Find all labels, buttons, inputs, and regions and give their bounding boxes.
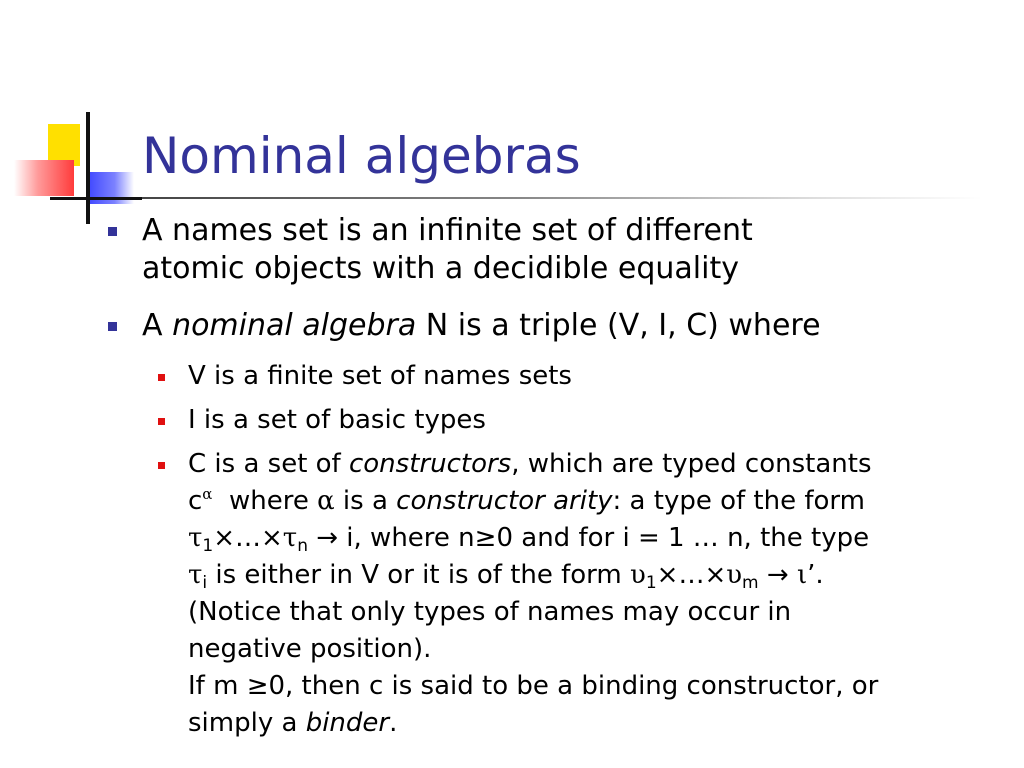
bullet-text-line: atomic objects with a decidible equality [142, 251, 739, 286]
subscript: 1 [202, 536, 214, 556]
text-span: C is a set of [188, 449, 349, 479]
tau-symbol: τ [188, 523, 203, 553]
text-span: If m [188, 671, 247, 701]
text-span: , which are typed constants [511, 449, 872, 479]
arrow-icon: → [307, 523, 347, 553]
alpha-symbol: α [317, 486, 335, 516]
subbullet-i [188, 402, 988, 439]
text-span: 0, then c is said to be a binding constructor, or [268, 671, 879, 701]
subscript: n [297, 536, 308, 556]
iota-symbol: ι [796, 560, 808, 590]
square-bullet-icon [158, 462, 165, 469]
bullet-nominal-algebra [142, 307, 982, 345]
logo-red-bar [14, 160, 74, 196]
square-bullet-icon [108, 227, 117, 236]
geq-symbol: ≥ [474, 523, 497, 553]
square-bullet-icon [108, 322, 117, 331]
subbullet-line [188, 446, 988, 483]
bullet-names-set [142, 212, 982, 288]
logo-horizontal-line [50, 197, 142, 200]
subscript: m [742, 573, 759, 593]
subbullet-line [188, 668, 988, 705]
text-span: ’. [807, 560, 824, 590]
subbullet-line [188, 483, 988, 520]
text-span: A [142, 308, 173, 343]
text-span: : a type of the form [612, 486, 865, 516]
subscript: i [202, 573, 208, 593]
upsilon-symbol: υ [726, 560, 743, 590]
subbullet-v [188, 358, 988, 395]
text-span: simply a [188, 708, 306, 738]
title-divider [142, 197, 982, 199]
term-constructors: constructors [348, 449, 512, 479]
text-span: where [212, 486, 318, 516]
bullet-text-line: A names set is an infinite set of different [142, 213, 753, 248]
slide-title: Nominal algebras [142, 127, 581, 185]
term-nominal-algebra: nominal algebra [172, 308, 417, 343]
text-span: i, where n [346, 523, 475, 553]
geq-symbol: ≥ [246, 671, 269, 701]
subbullet-line: negative position). [188, 634, 432, 664]
square-bullet-icon [158, 374, 165, 381]
text-span: 0 and for i = 1 … n, the type [496, 523, 870, 553]
times-symbol: ×…× [213, 523, 283, 553]
text-span: is either in V or it is of the form [207, 560, 631, 590]
bullet-text-line [142, 307, 982, 345]
alpha-superscript: α [202, 485, 213, 503]
arrow-icon: → [758, 560, 797, 590]
subbullet-text: V is a finite set of names sets [188, 361, 572, 391]
times-symbol: ×…× [656, 560, 727, 590]
text-span: . [389, 708, 398, 738]
term-constructor-arity: constructor arity [396, 486, 613, 516]
subscript: 1 [645, 573, 657, 593]
subbullet-line [188, 705, 988, 742]
tau-symbol: τ [282, 523, 298, 553]
term-binder: binder [305, 708, 390, 738]
text-span: c [188, 486, 203, 516]
subbullet-line [188, 520, 988, 557]
tau-symbol: τ [188, 560, 203, 590]
square-bullet-icon [158, 418, 165, 425]
subbullet-c [188, 446, 988, 742]
subbullet-line: (Notice that only types of names may occur in [188, 597, 792, 627]
text-span: N is a triple (V, I, C) where [416, 308, 821, 343]
text-span: is a [334, 486, 397, 516]
upsilon-symbol: υ [630, 560, 646, 590]
logo-vertical-line [86, 112, 90, 224]
subbullet-text: I is a set of basic types [188, 405, 486, 435]
subbullet-line [188, 557, 988, 594]
